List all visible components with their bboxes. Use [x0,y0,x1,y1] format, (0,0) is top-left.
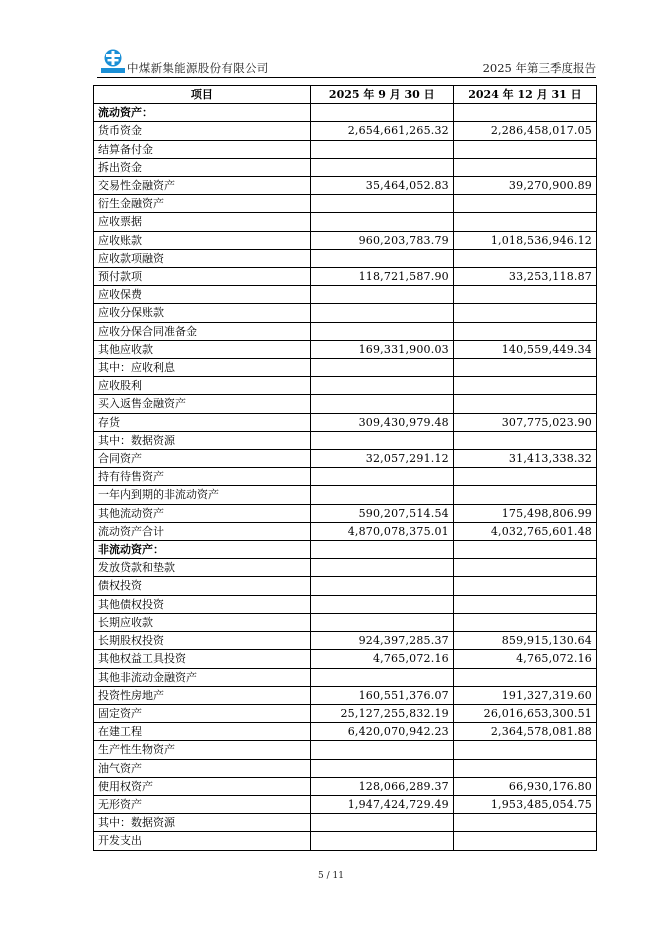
table-header-row [94,86,597,104]
value-2025-09-30 [310,468,453,486]
report-title: 2025 年第三季度报告 [482,61,596,75]
row-label: 合同资产 [94,450,311,468]
value-2025-09-30: 25,127,255,832.19 [310,704,453,722]
value-2024-12-31: 191,327,319.60 [453,686,596,704]
value-2025-09-30: 590,207,514.54 [310,504,453,522]
row-label: 长期股权投资 [94,632,311,650]
row-label: 买入返售金融资产 [94,395,311,413]
row-label: 使用权资产 [94,777,311,795]
row-label: 开发支出 [94,832,311,850]
row-label: 油气资产 [94,759,311,777]
header-divider [97,77,596,78]
table-row [94,413,597,431]
value-2025-09-30: 1,947,424,729.49 [310,795,453,813]
value-2025-09-30 [310,577,453,595]
table-row [94,650,597,668]
value-2024-12-31 [453,322,596,340]
table-row [94,231,597,249]
table-body [94,104,597,850]
row-label: 一年内到期的非流动资产 [94,486,311,504]
value-2025-09-30 [310,613,453,631]
row-label: 长期应收款 [94,613,311,631]
row-label: 应收票据 [94,213,311,231]
table-row [94,741,597,759]
value-2025-09-30 [310,832,453,850]
value-2024-12-31: 33,253,118.87 [453,268,596,286]
table-row [94,286,597,304]
row-label: 应收账款 [94,231,311,249]
row-label: 应收分保账款 [94,304,311,322]
value-2024-12-31: 39,270,900.89 [453,177,596,195]
value-2024-12-31: 26,016,653,300.51 [453,704,596,722]
row-label: 衍生金融资产 [94,195,311,213]
table-row [94,832,597,850]
table-row [94,431,597,449]
row-label: 固定资产 [94,704,311,722]
value-2024-12-31 [453,595,596,613]
value-2024-12-31: 859,915,130.64 [453,632,596,650]
row-label: 预付款项 [94,268,311,286]
value-2024-12-31 [453,249,596,267]
column-header-2025-09-30: 2025 年 9 月 30 日 [310,86,453,104]
row-label: 应收股利 [94,377,311,395]
value-2025-09-30: 2,654,661,265.32 [310,122,453,140]
value-2024-12-31 [453,613,596,631]
value-2024-12-31 [453,377,596,395]
row-label: 发放贷款和垫款 [94,559,311,577]
row-label: 其中：数据资源 [94,814,311,832]
value-2024-12-31 [453,668,596,686]
table-row [94,395,597,413]
value-2024-12-31 [453,286,596,304]
value-2024-12-31 [453,395,596,413]
row-label: 其他权益工具投资 [94,650,311,668]
table-row [94,759,597,777]
value-2024-12-31 [453,304,596,322]
value-2025-09-30 [310,486,453,504]
value-2025-09-30 [310,158,453,176]
value-2024-12-31: 4,765,072.16 [453,650,596,668]
row-label: 其中：应收利息 [94,359,311,377]
table-row [94,158,597,176]
value-2025-09-30: 118,721,587.90 [310,268,453,286]
value-2025-09-30 [310,322,453,340]
value-2025-09-30: 924,397,285.37 [310,632,453,650]
value-2025-09-30 [310,304,453,322]
table-row [94,704,597,722]
value-2025-09-30: 309,430,979.48 [310,413,453,431]
row-label: 应收保费 [94,286,311,304]
value-2025-09-30 [310,559,453,577]
table-row [94,195,597,213]
table-row [94,486,597,504]
table-row [94,249,597,267]
row-label: 其他非流动金融资产 [94,668,311,686]
value-2025-09-30 [310,359,453,377]
table-row [94,213,597,231]
table-row [94,814,597,832]
row-label: 在建工程 [94,723,311,741]
table-row [94,377,597,395]
value-2024-12-31 [453,140,596,158]
row-label: 拆出资金 [94,158,311,176]
value-2024-12-31: 307,775,023.90 [453,413,596,431]
value-2024-12-31 [453,486,596,504]
value-2024-12-31: 2,364,578,081.88 [453,723,596,741]
value-2024-12-31: 1,953,485,054.75 [453,795,596,813]
row-label: 无形资产 [94,795,311,813]
company-name: 中煤新集能源股份有限公司 [127,61,269,75]
value-2025-09-30: 960,203,783.79 [310,231,453,249]
page-header [97,44,596,78]
table-row [94,122,597,140]
value-2025-09-30 [310,213,453,231]
table-row [94,504,597,522]
value-2025-09-30 [310,377,453,395]
value-2024-12-31 [453,431,596,449]
value-2025-09-30 [310,395,453,413]
table-row [94,450,597,468]
value-2025-09-30: 4,765,072.16 [310,650,453,668]
table-row [94,632,597,650]
value-2024-12-31 [453,759,596,777]
row-label: 其他应收款 [94,340,311,358]
value-2025-09-30: 160,551,376.07 [310,686,453,704]
value-2025-09-30 [310,195,453,213]
table-row [94,322,597,340]
table-row [94,595,597,613]
row-label: 其他流动资产 [94,504,311,522]
row-label: 其他债权投资 [94,595,311,613]
page-number: 5 / 11 [318,871,344,881]
row-label: 债权投资 [94,577,311,595]
table-row [94,795,597,813]
table-row [94,541,597,559]
row-label: 流动资产合计 [94,522,311,540]
column-header-2024-12-31: 2024 年 12 月 31 日 [453,86,596,104]
value-2025-09-30 [310,140,453,158]
table-row [94,613,597,631]
value-2025-09-30 [310,814,453,832]
table-row [94,140,597,158]
value-2024-12-31: 2,286,458,017.05 [453,122,596,140]
row-label: 投资性房地产 [94,686,311,704]
row-label: 其中：数据资源 [94,431,311,449]
row-label: 持有待售资产 [94,468,311,486]
table-row [94,522,597,540]
value-2024-12-31 [453,832,596,850]
table-row [94,177,597,195]
table-row [94,104,597,122]
value-2024-12-31 [453,195,596,213]
value-2025-09-30: 32,057,291.12 [310,450,453,468]
value-2025-09-30 [310,741,453,759]
value-2024-12-31: 140,559,449.34 [453,340,596,358]
row-label: 流动资产： [94,104,311,122]
value-2024-12-31 [453,577,596,595]
value-2025-09-30 [310,286,453,304]
row-label: 结算备付金 [94,140,311,158]
table-row [94,268,597,286]
table-row [94,359,597,377]
table-row [94,468,597,486]
table-row [94,723,597,741]
table-row [94,577,597,595]
value-2024-12-31 [453,814,596,832]
value-2024-12-31 [453,468,596,486]
value-2025-09-30 [310,668,453,686]
table-row [94,304,597,322]
row-label: 存货 [94,413,311,431]
table-row [94,686,597,704]
value-2024-12-31 [453,541,596,559]
value-2024-12-31 [453,213,596,231]
table-row [94,668,597,686]
value-2024-12-31 [453,104,596,122]
value-2024-12-31 [453,741,596,759]
value-2025-09-30 [310,595,453,613]
row-label: 应收分保合同准备金 [94,322,311,340]
value-2025-09-30 [310,431,453,449]
row-label: 应收款项融资 [94,249,311,267]
value-2024-12-31 [453,158,596,176]
value-2025-09-30 [310,249,453,267]
value-2025-09-30: 6,420,070,942.23 [310,723,453,741]
value-2024-12-31: 1,018,536,946.12 [453,231,596,249]
value-2024-12-31: 31,413,338.32 [453,450,596,468]
value-2025-09-30 [310,104,453,122]
value-2024-12-31: 4,032,765,601.48 [453,522,596,540]
value-2025-09-30: 4,870,078,375.01 [310,522,453,540]
balance-sheet-table [93,85,597,851]
value-2025-09-30: 128,066,289.37 [310,777,453,795]
row-label: 生产性生物资产 [94,741,311,759]
row-label: 非流动资产： [94,541,311,559]
value-2024-12-31 [453,559,596,577]
value-2025-09-30 [310,759,453,777]
table-row [94,340,597,358]
value-2024-12-31: 66,930,176.80 [453,777,596,795]
value-2024-12-31: 175,498,806.99 [453,504,596,522]
value-2025-09-30 [310,541,453,559]
value-2025-09-30: 35,464,052.83 [310,177,453,195]
value-2024-12-31 [453,359,596,377]
table-row [94,559,597,577]
company-logo-icon [100,48,126,74]
column-header-item: 项目 [94,86,311,104]
value-2025-09-30: 169,331,900.03 [310,340,453,358]
table-row [94,777,597,795]
row-label: 货币资金 [94,122,311,140]
row-label: 交易性金融资产 [94,177,311,195]
